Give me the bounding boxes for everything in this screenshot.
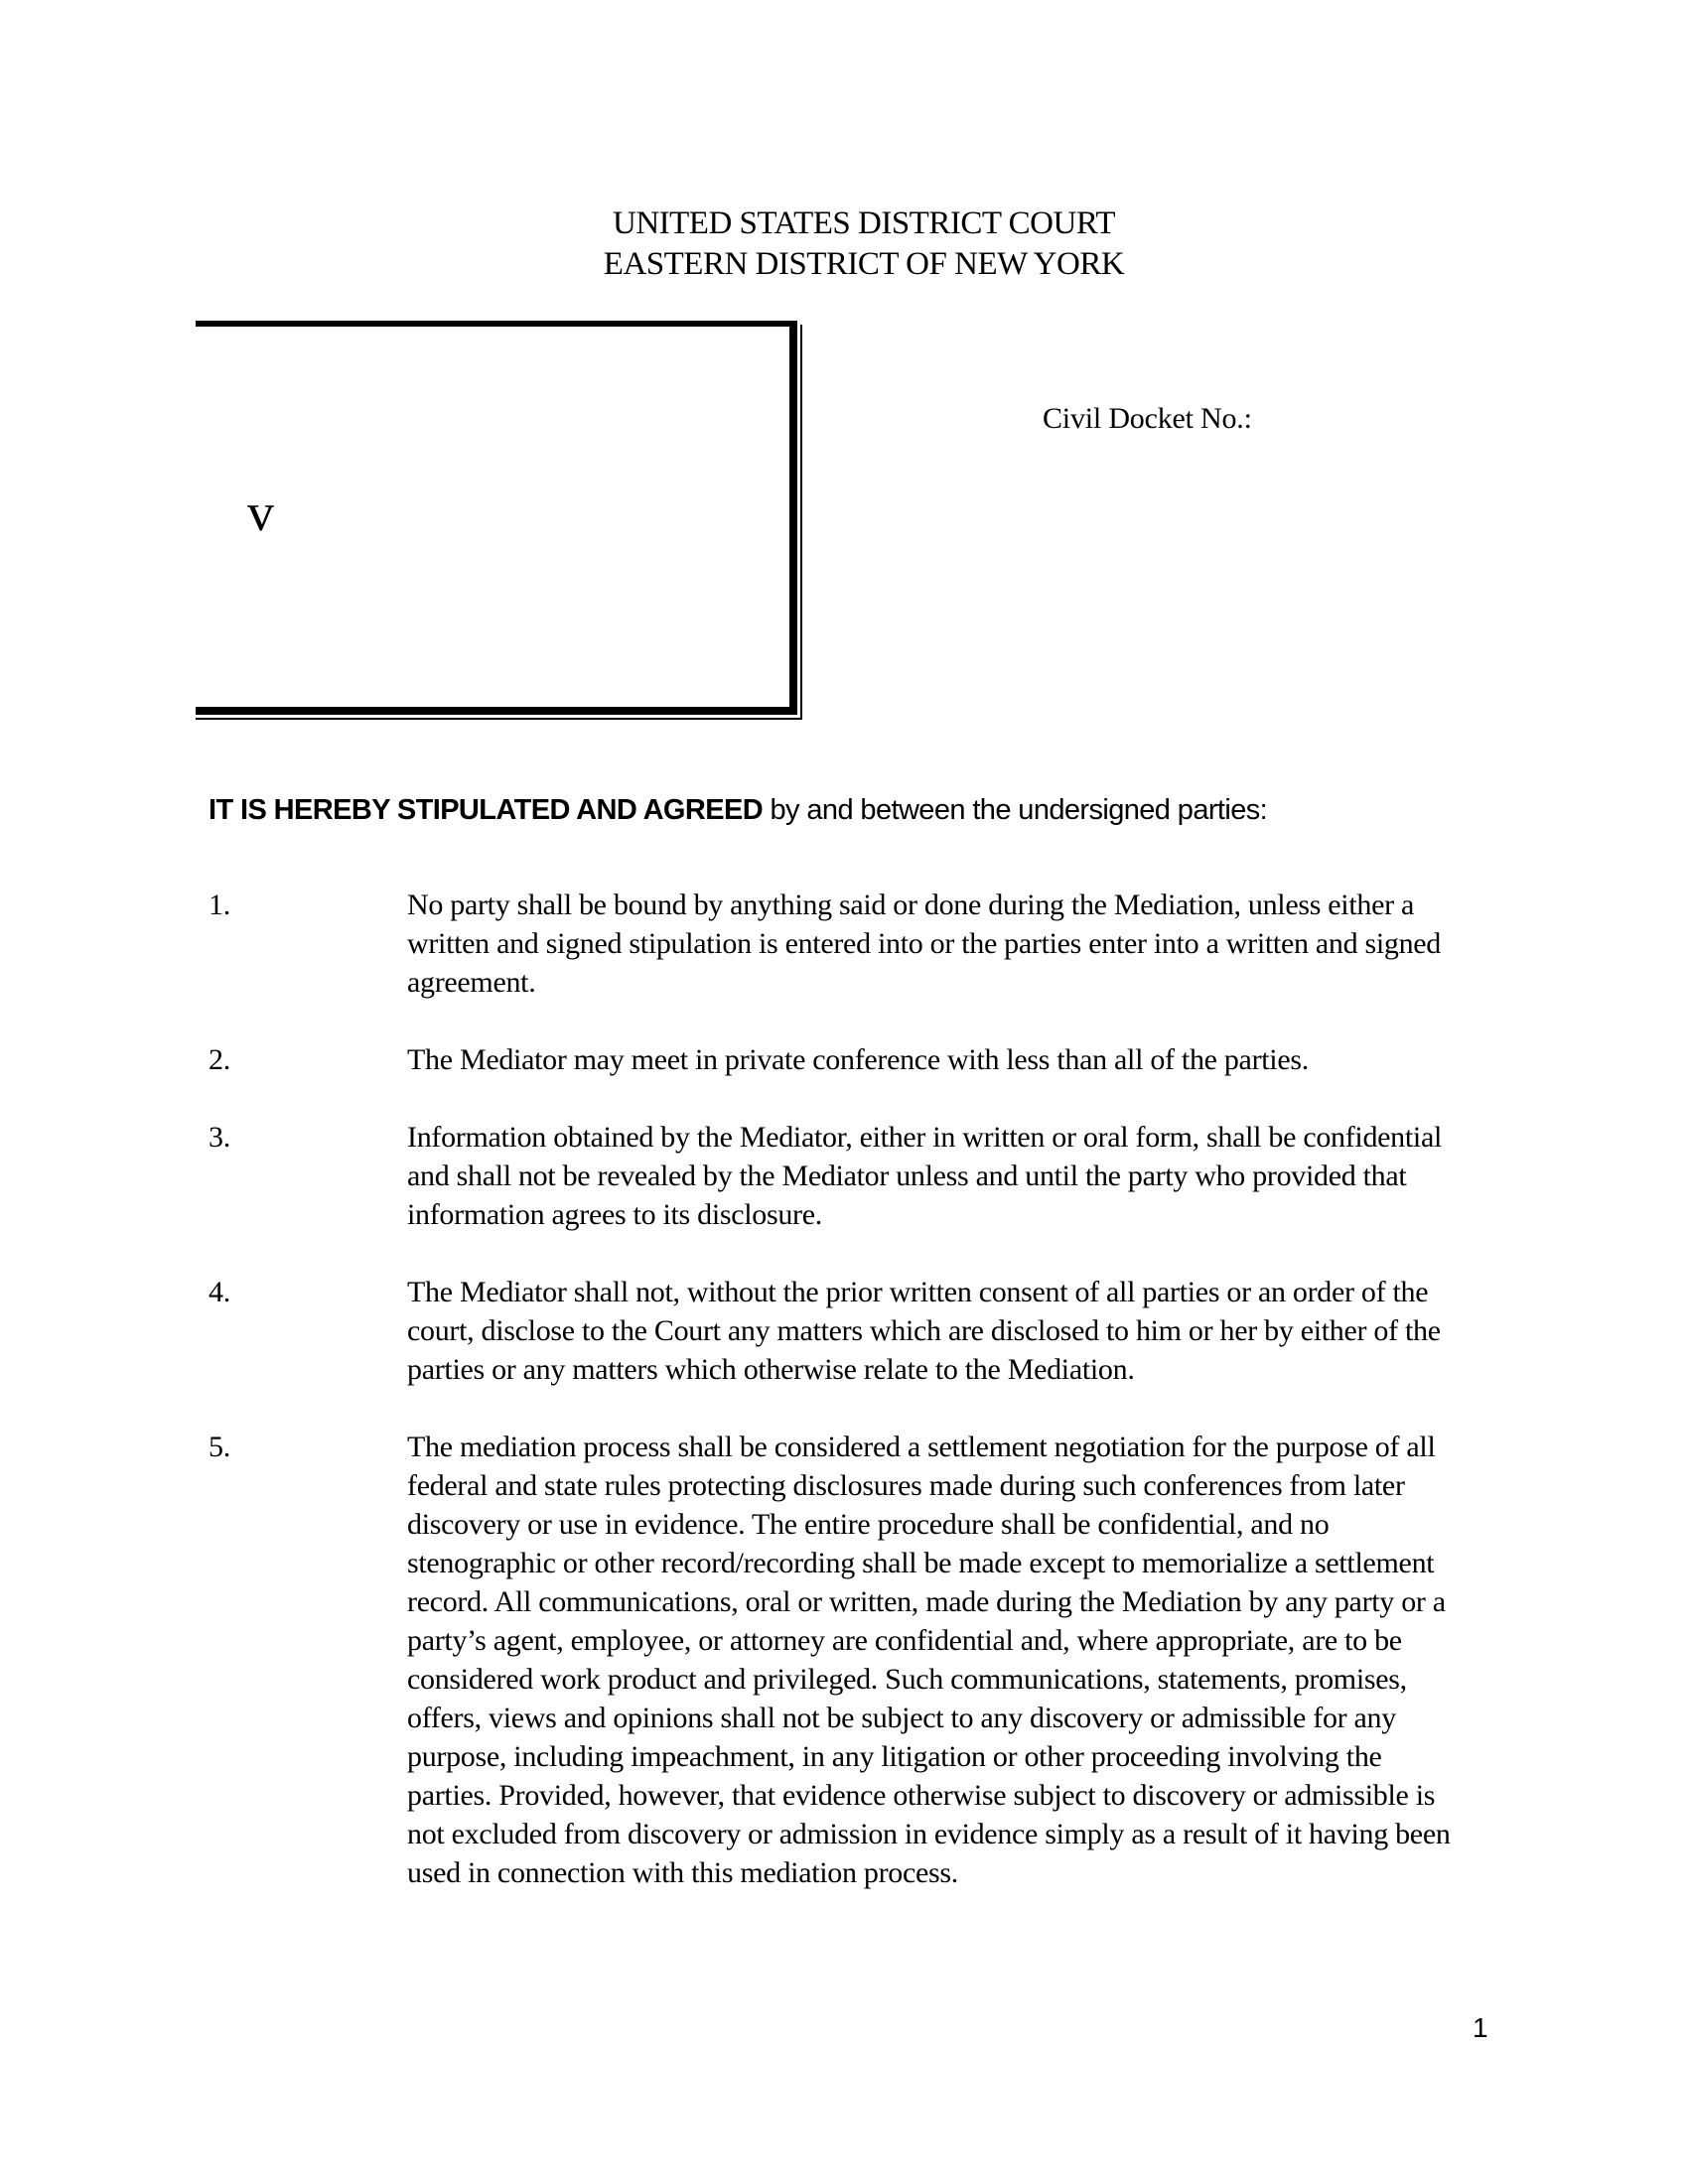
- docket-label: Civil Docket No.:: [1043, 402, 1252, 435]
- versus-marker: v: [247, 482, 274, 542]
- paragraph-number: 5.: [209, 1431, 230, 1463]
- court-title: [40, 204, 1688, 285]
- stipulation-heading: [209, 792, 1479, 829]
- paragraph-item: [209, 1428, 1479, 1892]
- paragraph-text: The Mediator may meet in private conference with less than all of the parties.: [407, 1043, 1309, 1076]
- paragraph-list: [209, 886, 1479, 1931]
- court-title-line2: EASTERN DISTRICT OF NEW YORK: [603, 246, 1125, 282]
- page-number: 1: [1473, 2012, 1488, 2043]
- paragraph-item: [209, 1040, 1479, 1079]
- paragraph-item: [209, 1273, 1479, 1389]
- paragraph-text: Information obtained by the Mediator, either in written or oral form, shall be confidential and shall not be revealed by the Mediator unless and until the party who provided that information agrees to its disclosure.: [407, 1121, 1443, 1231]
- stipulation-heading-bold: IT IS HEREBY STIPULATED AND AGREED: [209, 794, 764, 826]
- paragraph-text: No party shall be bound by anything said or done during the Mediation, unless either a written and signed stipulation is entered into or the parties enter into a written and signed agreement.: [407, 888, 1441, 999]
- paragraph-item: [209, 1118, 1479, 1234]
- stipulation-heading-rest: by and between the undersigned parties:: [763, 794, 1268, 826]
- paragraph-number: 4.: [209, 1276, 230, 1308]
- paragraph-text: The mediation process shall be considered a settlement negotiation for the purpose of all federal and state rules protecting disclosures made during such conferences from later discovery or use in evidence. The entire procedure shall be confidential, and no stenographic or other record/recording shall be made except to memorialize a settlement record. All communications, oral or written, made during the Mediation by any party or a party’s agent, employee, or attorney are confidential and, where appropriate, are to be considered work product and privileged. Such communications, statements, promises, offers, views and opinions shall not be subject to any discovery or admissible for any purpose, including impeachment, in any litigation or other proceeding involving the parties. Provided, however, that evidence otherwise subject to discovery or admissible is not excluded from discovery or admission in evidence simply as a result of it having been used in connection with this mediation process.: [407, 1431, 1451, 1889]
- paragraph-number: 2.: [209, 1043, 230, 1076]
- caption-box: [196, 321, 797, 715]
- paragraph-text: The Mediator shall not, without the prior written consent of all parties or an order of the court, disclose to the Court any matters which are disclosed to him or her by either of the parties or any matters which otherwise relate to the Mediation.: [407, 1276, 1441, 1386]
- paragraph-number: 1.: [209, 888, 230, 921]
- paragraph-item: [209, 886, 1479, 1002]
- paragraph-number: 3.: [209, 1121, 230, 1154]
- court-title-line1: UNITED STATES DISTRICT COURT: [612, 205, 1116, 241]
